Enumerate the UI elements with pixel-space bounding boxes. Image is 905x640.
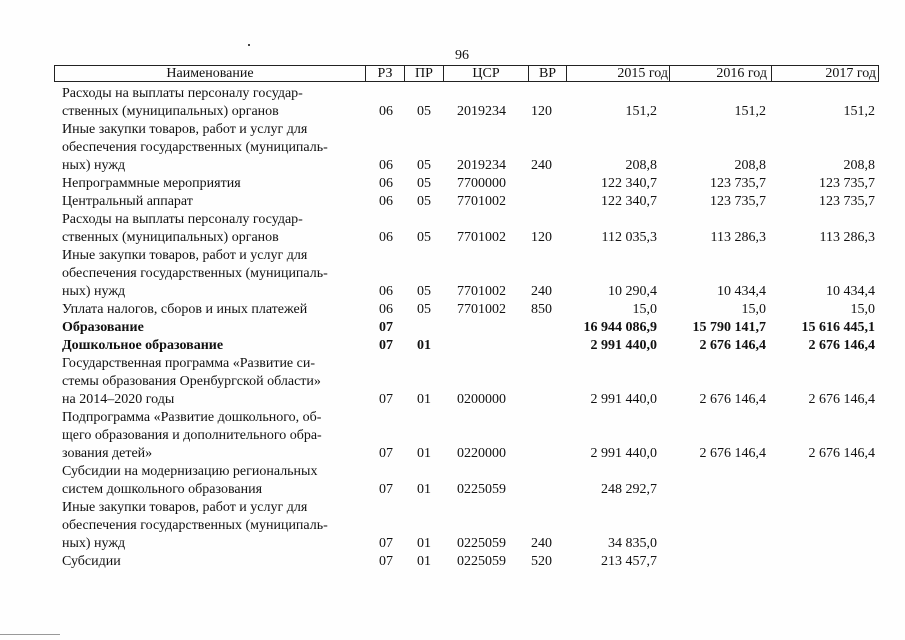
row-2015: 208,8 xyxy=(625,158,657,173)
row-rz: 07 xyxy=(379,320,393,335)
row-pr: 05 xyxy=(417,194,431,209)
row-vr: 240 xyxy=(531,158,552,173)
table-body xyxy=(54,85,879,571)
row-rz: 07 xyxy=(379,338,393,353)
row-name: Центральный аппарат xyxy=(62,194,193,209)
row-2017: 208,8 xyxy=(843,158,875,173)
table-row xyxy=(54,355,879,409)
table-row xyxy=(54,319,879,337)
row-rz: 06 xyxy=(379,302,393,317)
row-rz: 06 xyxy=(379,158,393,173)
row-csr: 0225059 xyxy=(457,554,506,569)
header-rz: РЗ xyxy=(377,66,393,81)
row-2017: 123 735,7 xyxy=(819,176,875,191)
row-2016: 15 790 141,7 xyxy=(692,320,766,335)
row-name: Государственная программа «Развитие си- стемы образования Оренбургской области» на 2014–2020 годы xyxy=(62,356,321,407)
row-2016: 2 676 146,4 xyxy=(699,338,766,353)
row-pr: 05 xyxy=(417,104,431,119)
row-2015: 248 292,7 xyxy=(601,482,657,497)
row-rz: 07 xyxy=(379,536,393,551)
row-name: Субсидии xyxy=(62,554,121,569)
row-name: Иные закупки товаров, работ и услуг для обеспечения государственных (муниципаль- ных) нужд xyxy=(62,500,328,551)
row-2015: 122 340,7 xyxy=(601,194,657,209)
row-2017: 123 735,7 xyxy=(819,194,875,209)
row-2017: 113 286,3 xyxy=(819,230,875,245)
row-vr: 520 xyxy=(531,554,552,569)
table-row xyxy=(54,499,879,553)
row-name: Субсидии на модернизацию региональных систем дошкольного образования xyxy=(62,464,318,497)
row-pr: 01 xyxy=(417,338,431,353)
table-row xyxy=(54,247,879,301)
budget-table xyxy=(54,65,879,571)
row-2017: 15,0 xyxy=(850,302,875,317)
row-2015: 15,0 xyxy=(632,302,657,317)
table-row xyxy=(54,193,879,211)
row-name: Иные закупки товаров, работ и услуг для обеспечения государственных (муниципаль- ных) нужд xyxy=(62,248,328,299)
row-rz: 06 xyxy=(379,230,393,245)
row-2015: 122 340,7 xyxy=(601,176,657,191)
row-name: Дошкольное образование xyxy=(62,338,224,353)
table-row xyxy=(54,211,879,247)
row-vr: 120 xyxy=(531,104,552,119)
table-row xyxy=(54,463,879,499)
table-row xyxy=(54,337,879,355)
row-name: Иные закупки товаров, работ и услуг для обеспечения государственных (муниципаль- ных) нужд xyxy=(62,122,328,173)
header-2017: 2017 год xyxy=(825,66,876,81)
row-2016: 123 735,7 xyxy=(710,176,766,191)
row-2016: 208,8 xyxy=(734,158,766,173)
row-pr: 05 xyxy=(417,230,431,245)
table-header xyxy=(54,65,879,82)
row-2016: 10 434,4 xyxy=(717,284,766,299)
row-csr: 7700000 xyxy=(457,176,506,191)
table-row xyxy=(54,121,879,175)
row-vr: 120 xyxy=(531,230,552,245)
row-2015: 2 991 440,0 xyxy=(590,446,657,461)
row-csr: 2019234 xyxy=(457,104,506,119)
row-2017: 2 676 146,4 xyxy=(808,338,875,353)
row-2015: 213 457,7 xyxy=(601,554,657,569)
row-csr: 7701002 xyxy=(457,230,506,245)
row-name: Образование xyxy=(62,320,144,335)
row-rz: 06 xyxy=(379,104,393,119)
row-2017: 151,2 xyxy=(843,104,875,119)
row-2015: 10 290,4 xyxy=(608,284,657,299)
header-2015: 2015 год xyxy=(617,66,668,81)
row-pr: 05 xyxy=(417,302,431,317)
row-2015: 34 835,0 xyxy=(608,536,657,551)
table-row xyxy=(54,301,879,319)
table-row xyxy=(54,85,879,121)
row-2015: 2 991 440,0 xyxy=(590,338,657,353)
row-rz: 07 xyxy=(379,482,393,497)
row-name: Расходы на выплаты персоналу государ- ственных (муниципальных) органов xyxy=(62,212,303,245)
row-csr: 7701002 xyxy=(457,302,506,317)
header-pr: ПР xyxy=(415,66,433,81)
row-csr: 0225059 xyxy=(457,482,506,497)
row-2016: 15,0 xyxy=(741,302,766,317)
scan-mark xyxy=(0,634,60,635)
row-2015: 16 944 086,9 xyxy=(583,320,657,335)
page-number: 96 xyxy=(455,48,469,63)
header-csr: ЦСР xyxy=(472,66,500,81)
row-pr: 01 xyxy=(417,536,431,551)
row-csr: 0200000 xyxy=(457,392,506,407)
row-rz: 07 xyxy=(379,392,393,407)
header-2016: 2016 год xyxy=(716,66,767,81)
table-row xyxy=(54,553,879,571)
row-2017: 15 616 445,1 xyxy=(801,320,875,335)
row-vr: 240 xyxy=(531,284,552,299)
row-csr: 7701002 xyxy=(457,194,506,209)
row-2016: 2 676 146,4 xyxy=(699,392,766,407)
row-vr: 240 xyxy=(531,536,552,551)
row-pr: 01 xyxy=(417,554,431,569)
row-pr: 05 xyxy=(417,176,431,191)
row-2015: 2 991 440,0 xyxy=(590,392,657,407)
row-rz: 07 xyxy=(379,446,393,461)
row-name: Уплата налогов, сборов и иных платежей xyxy=(62,302,308,317)
scan-mark xyxy=(248,44,250,46)
row-2016: 113 286,3 xyxy=(710,230,766,245)
row-csr: 2019234 xyxy=(457,158,506,173)
row-name: Расходы на выплаты персоналу государ- ственных (муниципальных) органов xyxy=(62,86,303,119)
row-rz: 07 xyxy=(379,554,393,569)
table-row xyxy=(54,409,879,463)
row-pr: 01 xyxy=(417,446,431,461)
header-name: Наименование xyxy=(166,66,254,81)
row-rz: 06 xyxy=(379,194,393,209)
header-vr: ВР xyxy=(538,66,557,81)
row-2016: 151,2 xyxy=(734,104,766,119)
row-pr: 05 xyxy=(417,284,431,299)
row-2015: 112 035,3 xyxy=(601,230,657,245)
row-2016: 2 676 146,4 xyxy=(699,446,766,461)
row-2017: 2 676 146,4 xyxy=(808,446,875,461)
row-2016: 123 735,7 xyxy=(710,194,766,209)
row-2017: 2 676 146,4 xyxy=(808,392,875,407)
row-vr: 850 xyxy=(531,302,552,317)
row-csr: 0225059 xyxy=(457,536,506,551)
row-rz: 06 xyxy=(379,176,393,191)
row-name: Подпрограмма «Развитие дошкольного, об- щего образования и дополнительного обра- зования детей» xyxy=(62,410,322,461)
row-csr: 7701002 xyxy=(457,284,506,299)
row-csr: 0220000 xyxy=(457,446,506,461)
row-pr: 05 xyxy=(417,158,431,173)
row-rz: 06 xyxy=(379,284,393,299)
row-pr: 01 xyxy=(417,482,431,497)
row-2017: 10 434,4 xyxy=(826,284,875,299)
row-pr: 01 xyxy=(417,392,431,407)
table-row xyxy=(54,175,879,193)
row-2015: 151,2 xyxy=(625,104,657,119)
row-name: Непрограммные мероприятия xyxy=(62,176,241,191)
